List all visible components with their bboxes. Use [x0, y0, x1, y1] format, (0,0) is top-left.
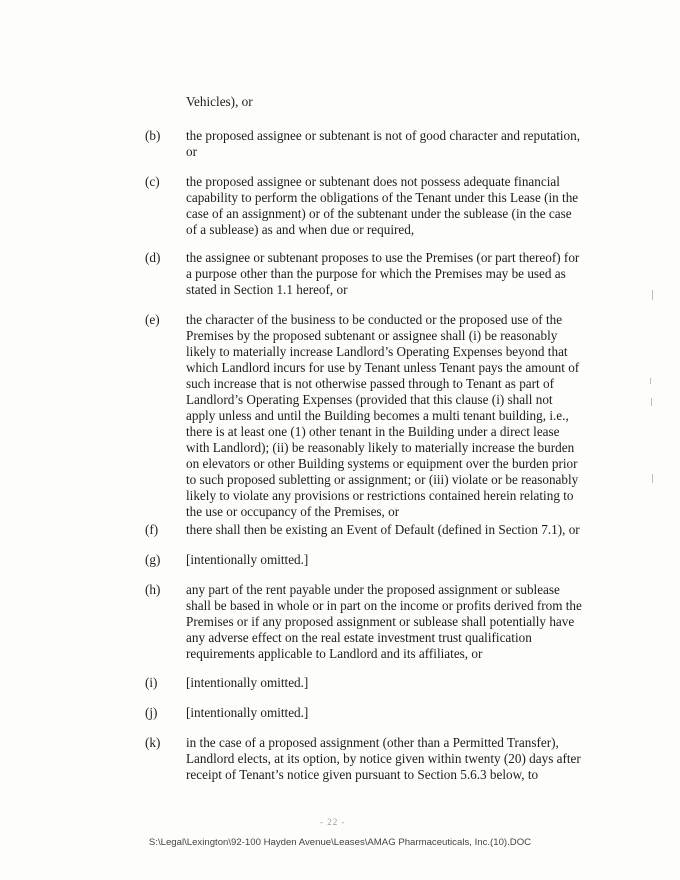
- clause-label: (c): [145, 174, 160, 189]
- clause-line: a purpose other than the purpose for which the Premises may be used as: [186, 266, 566, 281]
- clause-label: (b): [145, 128, 161, 143]
- clause-text: [186, 552, 571, 568]
- clause-line: apply unless and until the Building becomes a multi tenant building, i.e.,: [186, 408, 569, 423]
- clause-line: there shall then be existing an Event of Default (defined in Section 7.1), or: [186, 522, 580, 537]
- clause-line: receipt of Tenant’s notice given pursuant to Section 5.6.3 below, to: [186, 767, 539, 782]
- clause-label: (d): [145, 250, 161, 265]
- clause-text: [186, 675, 571, 691]
- scan-artifact: [650, 378, 651, 384]
- clause-line: likely to violate any provisions or restrictions contained herein relating to: [186, 488, 574, 503]
- clause-line: on elevators or other Building systems or equipment over the burden prior: [186, 456, 578, 471]
- clause-line: or: [186, 144, 197, 159]
- clause-line: the proposed assignee or subtenant does not possess adequate financial: [186, 174, 560, 189]
- clause-line: requirements applicable to Landlord and its affiliates, or: [186, 646, 483, 661]
- clause-line: the proposed assignee or subtenant is not of good character and reputation,: [186, 128, 581, 143]
- clause-label: (g): [145, 552, 161, 567]
- clause-line: [intentionally omitted.]: [186, 552, 309, 567]
- clause-line: stated in Section 1.1 hereof, or: [186, 282, 348, 297]
- clause-line: [intentionally omitted.]: [186, 705, 309, 720]
- clause-text: [186, 582, 582, 662]
- clause-line: capability to perform the obligations of the Tenant under this Lease (in the: [186, 190, 579, 205]
- clause-line: Premises or if any proposed assignment or sublease shall potentially have: [186, 614, 575, 629]
- clause-line: to such proposed subletting or assignment; or (iii) violate or be reasonably: [186, 472, 579, 487]
- clause-line: the character of the business to be conducted or the proposed use of the: [186, 312, 563, 327]
- clause-line: of a sublease) as and when due or required,: [186, 222, 415, 237]
- clause-line: there is at least one (1) other tenant in the Building under a direct lease: [186, 424, 560, 439]
- footer-file-path: S:\Legal\Lexington\92-100 Hayden Avenue\Leases\AMAG Pharmaceuticals, Inc.(10).DOC: [148, 837, 532, 848]
- clause-line: in the case of a proposed assignment (other than a Permitted Transfer),: [186, 735, 559, 750]
- clause-text: [186, 312, 580, 520]
- clause-line: any adverse effect on the real estate investment trust qualification: [186, 630, 532, 645]
- clause-line: with Landlord); (ii) be reasonably likely to materially increase the burden: [186, 440, 575, 455]
- clause-line: such increase that is not otherwise passed through to Tenant as part of: [186, 376, 554, 391]
- clause-line: any part of the rent payable under the proposed assignment or sublease: [186, 582, 560, 597]
- scan-artifact: [652, 290, 653, 300]
- clause-text: [186, 705, 571, 721]
- clause-line: [intentionally omitted.]: [186, 675, 309, 690]
- clause-line: the use or occupancy of the Premises, or: [186, 504, 400, 519]
- clause-label: (j): [145, 705, 158, 720]
- clause-line: Landlord elects, at its option, by notice given within twenty (20) days after: [186, 751, 581, 766]
- clause-line: case of an assignment) or of the subtenant under the sublease (in the case: [186, 206, 572, 221]
- clause-line: Premises by the proposed subtenant or assignee shall (i) be reasonably: [186, 328, 558, 343]
- clause-label: (h): [145, 582, 161, 597]
- clause-line: which Landlord incurs for use by Tenant unless Tenant pays the amount of: [186, 360, 580, 375]
- scan-artifact: [652, 474, 653, 483]
- clause-label: (e): [145, 312, 160, 327]
- clause-text: [186, 250, 580, 298]
- continuation-text: Vehicles), or: [186, 94, 253, 109]
- clause-line: Landlord’s Operating Expenses (provided that this clause (i) shall not: [186, 392, 553, 407]
- clause-text: [186, 128, 581, 160]
- page-number: - 22 -: [320, 817, 346, 827]
- clause-line: shall be based in whole or in part on the income or profits derived from the: [186, 598, 582, 613]
- clause-line: the assignee or subtenant proposes to use the Premises (or part thereof) for: [186, 250, 580, 265]
- clause-label: (k): [145, 735, 161, 750]
- clause-text: [186, 522, 580, 538]
- clause-text: [186, 174, 579, 238]
- clause-text: [186, 735, 581, 783]
- clause-label: (i): [145, 675, 158, 690]
- clause-line: likely to materially increase Landlord’s Operating Expenses beyond that: [186, 344, 568, 359]
- scan-artifact: [651, 398, 652, 406]
- clause-label: (f): [145, 522, 159, 537]
